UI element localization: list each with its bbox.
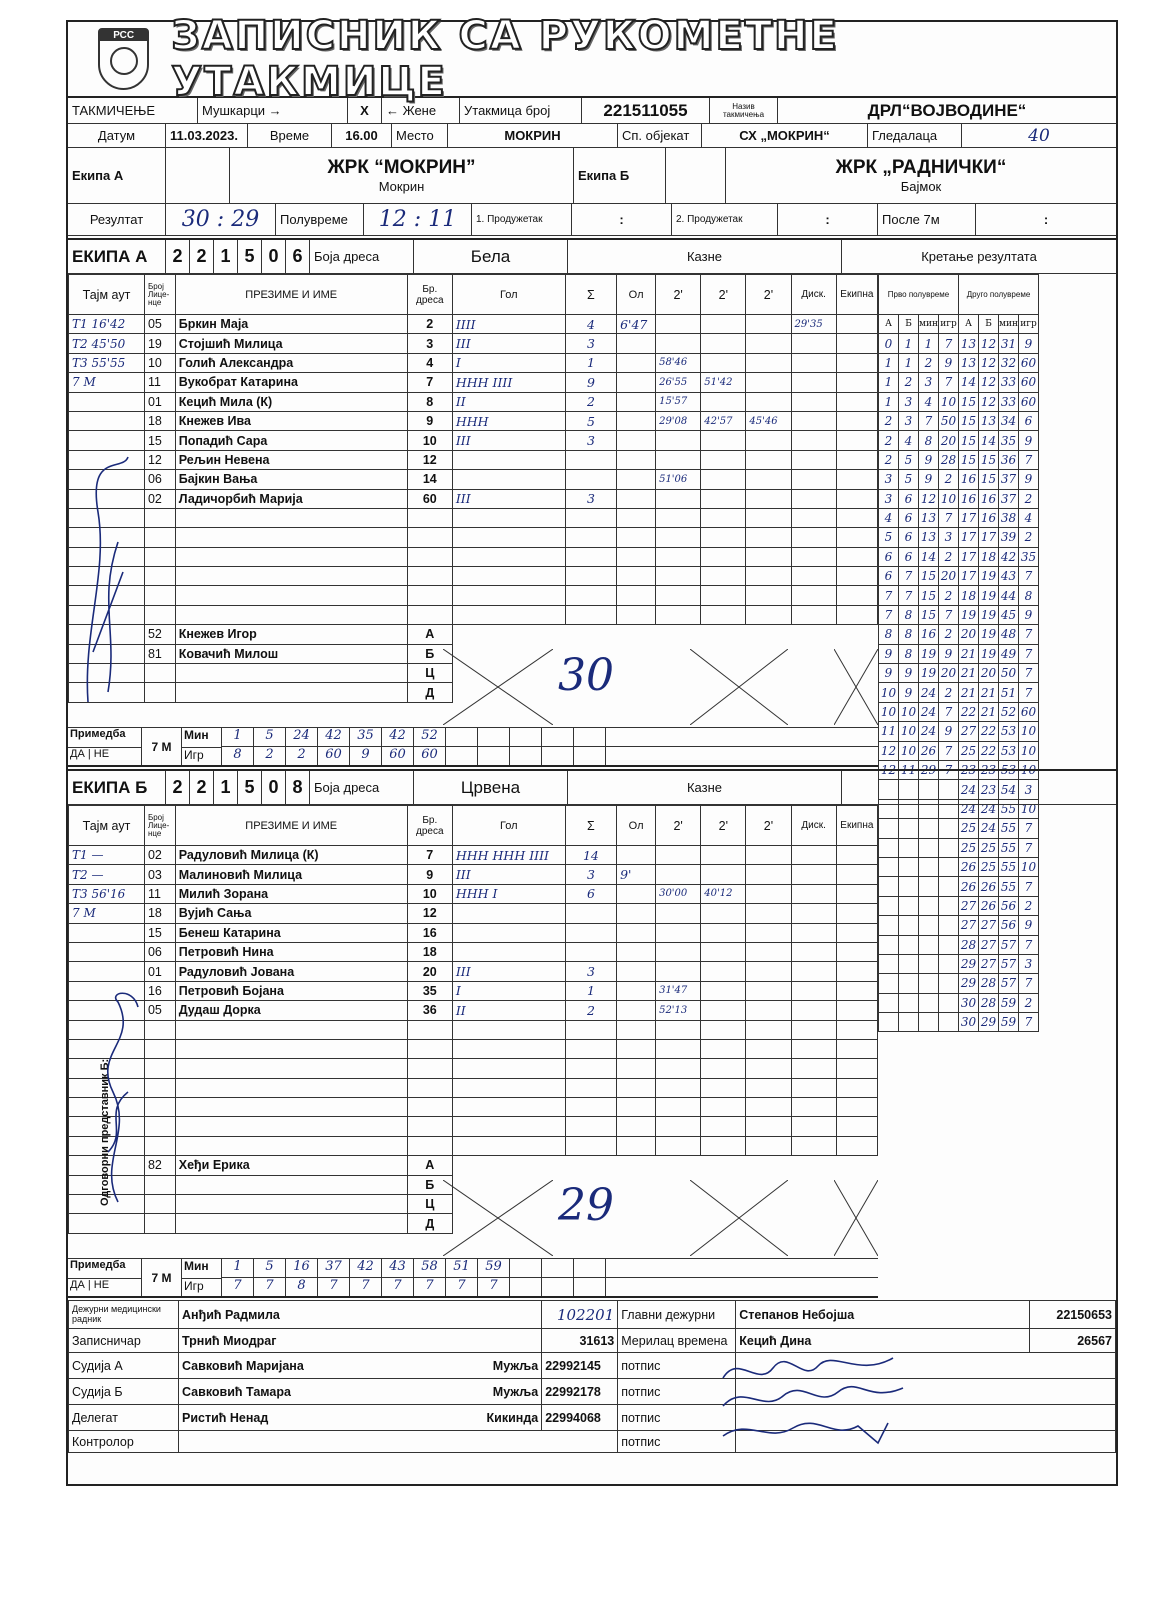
player-name: Бенеш Катарина	[175, 923, 407, 942]
flow-row: 10 9 24 2 21 21 51 7	[879, 683, 1039, 702]
team-b-jersey: Црвена	[414, 771, 568, 804]
team-b-jersey-label: Боја дреса	[310, 771, 414, 804]
player-row	[69, 528, 878, 547]
flow-row: 3 6 12 10 16 16 37 2	[879, 489, 1039, 508]
half-a: 12	[378, 207, 407, 232]
logo-text: РСС	[100, 30, 147, 41]
flow-row: 2 5 9 28 15 15 36 7	[879, 450, 1039, 469]
flow-row: 1 1 2 9 13 12 32 60	[879, 353, 1039, 372]
player-name: Ладичорбић Марија	[175, 489, 407, 508]
flow-row: А Б мин игр А Б мин игр	[879, 315, 1039, 334]
player-row: Т1 — 02 Радуловић Милица (К) 7 HHH HHH IIII 14	[69, 846, 878, 865]
player-row: 7 М 11 Вукобрат Катарина 7 HHH IIII 9 26'55 51'42	[69, 373, 878, 392]
team-b-city: Бајмок	[900, 179, 942, 194]
competition-label: ТАКМИЧЕЊЕ	[68, 98, 198, 123]
official-row: Д	[69, 683, 878, 702]
date-value: 11.03.2023.	[166, 124, 248, 147]
team-a-7m-row: Примедба ДА | НЕ 7 М Мин Игр 1 5 24 42 35 42 52 8 2 2 60 9 60 60	[68, 727, 878, 767]
score-flow-label: Кретање резултата	[921, 249, 1037, 264]
flow-row: 2 3 7 50 15 13 34 6	[879, 411, 1039, 430]
title-bar	[68, 13, 1116, 105]
result-b: 29	[231, 207, 260, 232]
women-label: ← Жене	[382, 98, 460, 123]
team-b-table: Тајм аут Број Лице- нце ПРЕЗИМЕ И ИМЕ Бр. дреса Гол Σ Ол 2' 2' 2' Диск. Екипна Т1 — 02 Радуловић Милица (К) 7 HHH HHH IIII 14 Т2 — 03 Малиновић Милица 9 III 3 9' Т3 56'16 11 Милић Зорана 10 HHH I 6 30'00 40'12 7 М 18 Вујић Сања 12 15 Бенеш Катарина 16 06 Петровић Нина 18 01 Радуловић Јована 20 III 3 16 Петровић Бојана 35 I 1 31'47 05 Дудаш Дорка 36 II 2 52'13 82 Хеђи Ерика А Б Ц Д	[68, 805, 878, 1234]
venue-label: Сп. објекат	[618, 124, 702, 147]
flow-row: 26 25 55 10	[879, 857, 1039, 876]
official-row: Д	[69, 1214, 878, 1233]
form-title: ЗАПИСНИК СА РУКОМЕТНЕ УТАКМИЦЕ	[171, 13, 839, 105]
flow-row: 12 10 26 7 25 22 53 10	[879, 741, 1039, 760]
score-flow-table: Прво полувреме Друго полувреме А Б мин игр А Б мин игр 0 1 1 7 13 12 31 9 1 1 2 9 13 12 32 60 1 2 3 7 14 12 33 60 1 3 4 10 15 12 33 60 2 3 7 50 15 13 34 6 2 4 8 20 15 14 35 9 2 5 9 28 15 15 36 7 3 5 9 2 16 15 37 9 3 6 12 10 16 16 37 2 4 6 13 7 17 16 38 4 5 6 13 3 17 17 39 2 6 6 14 2 17 18 42 35 6 7 15 20 17 19 43 7 7 7 15 2 18 19 44 8 7 8 15 7 19 19 45 9 8 8 16 2 20 19 48 7 9 8 19 9 21 19 49 7 9 9 19 20 21 20 50 7 10 9 24 2 21 21 51 7 10 10 24 7 22 21 52 60 11 10 24 9 27 22 53 10 12 10 26 7 25 22 53 10 12 11 29 7 23 23 53 10 24 23 54 3 24 24 55 10 25 24 55 7 25 25 55 7 26 25 55 10 26 26 55 7 27 26 56 2 27 27 56 9 28 27 57 7 29 27 57 3 29 28 57 7 30 28 59 2 30 29 59 7	[878, 274, 1039, 1032]
player-name: Радуловић Милица (К)	[175, 846, 407, 865]
teams-row	[68, 148, 1116, 204]
official-row: Ц	[69, 664, 878, 683]
player-name: Милић Зорана	[175, 884, 407, 903]
team-b-header: ЕКИПА Б 2 2 1 5 0 8 Боја дреса Црвена Казне	[68, 769, 1116, 805]
team-b-name: ЖРК „РАДНИЧКИ“	[835, 157, 1007, 178]
result-a: 30	[181, 207, 210, 232]
player-name: Дудаш Дорка	[175, 1001, 407, 1020]
player-row: 02 Ладичорбић Марија 60 III 3	[69, 489, 878, 508]
men-label: Мушкарци →	[198, 98, 348, 123]
flow-row: 30 29 59 7	[879, 1013, 1039, 1032]
flow-row: 24 23 54 3	[879, 780, 1039, 799]
player-name: Петровић Бојана	[175, 981, 407, 1000]
spectators-label: Гледалаца	[868, 124, 962, 147]
team-a-total: 30	[558, 650, 614, 701]
official-row: Ц	[69, 1195, 878, 1214]
player-row: 01 Радуловић Јована 20 III 3	[69, 962, 878, 981]
flow-row: 29 28 57 7	[879, 974, 1039, 993]
flow-row: 6 7 15 20 17 19 43 7	[879, 567, 1039, 586]
player-row	[69, 1039, 878, 1058]
player-row: 12 Рељин Невена 12	[69, 450, 878, 469]
officials-footer: Дежурни медицински радник Анђић Радмила 102201 Главни дежурни Степанов Небојша 22150653 Записничар Трнић Миодраг 31613 Мерилац времена Кецић Дина 26567 Судија А Савковић Маријана Мужља 22992145 потпис Судија Б Савковић Тамара Мужља 22992178 потпис Делегат Ристић Ненад Кикинда 22994068 потпис Контролор потпис	[68, 1300, 1116, 1453]
referee-signatures-icon	[718, 1348, 908, 1458]
team-a-jersey-label: Боја дреса	[310, 240, 414, 273]
after-7m-label: После 7м	[878, 204, 976, 235]
player-row	[69, 547, 878, 566]
federation-logo-icon	[98, 28, 149, 90]
official-row: 81 Ковачић Милош Б	[69, 644, 878, 663]
player-row	[69, 1020, 878, 1039]
flow-row: 30 28 59 2	[879, 993, 1039, 1012]
player-name: Вукобрат Катарина	[175, 373, 407, 392]
match-no-label: Утакмица број	[460, 98, 582, 123]
flow-row: 8 8 16 2 20 19 48 7	[879, 625, 1039, 644]
date-label: Датум	[68, 124, 166, 147]
player-name: Голић Александра	[175, 353, 407, 372]
flow-row: 7 7 15 2 18 19 44 8	[879, 586, 1039, 605]
flow-row: 27 26 56 2	[879, 896, 1039, 915]
player-name: Стојшић Милица	[175, 334, 407, 353]
flow-row: 10 10 24 7 22 21 52 60	[879, 702, 1039, 721]
flow-row: 4 6 13 7 17 16 38 4	[879, 508, 1039, 527]
flow-row: 24 24 55 10	[879, 799, 1039, 818]
player-row	[69, 1136, 878, 1155]
half-b: 11	[428, 207, 457, 232]
spectators-value: 40	[1028, 125, 1050, 146]
time-label: Време	[248, 124, 332, 147]
result-label: Резултат	[68, 204, 166, 235]
player-row	[69, 1059, 878, 1078]
player-row: 06 Бајкин Вања 14 51'06	[69, 470, 878, 489]
team-a-header: ЕКИПА А 2 2 1 5 0 6 Боја дреса Бела Казне Кретање резултата	[68, 238, 1116, 274]
team-a-rep-signature-icon	[78, 452, 138, 712]
flow-row: 9 8 19 9 21 19 49 7	[879, 644, 1039, 663]
place-label: Место	[392, 124, 448, 147]
venue-value: СХ „МОКРИН“	[702, 124, 868, 147]
player-name: Попадић Сара	[175, 431, 407, 450]
flow-row: 0 1 1 7 13 12 31 9	[879, 334, 1039, 353]
official-row: 82 Хеђи Ерика А	[69, 1156, 878, 1175]
player-name: Вујић Сања	[175, 904, 407, 923]
player-name: Радуловић Јована	[175, 962, 407, 981]
match-record-sheet	[66, 13, 1118, 1486]
player-row: 7 М 18 Вујић Сања 12	[69, 904, 878, 923]
team-a-label: Екипа А	[68, 148, 166, 203]
flow-row: 9 9 19 20 21 20 50 7	[879, 664, 1039, 683]
player-row: Т2 — 03 Малиновић Милица 9 III 3 9'	[69, 865, 878, 884]
player-row: Т2 45'50 19 Стојшић Милица 3 III 3	[69, 334, 878, 353]
player-row: 01 Кецић Мила (К) 8 II 2 15'57	[69, 392, 878, 411]
team-b-title: ЕКИПА Б	[68, 771, 166, 804]
player-row	[69, 567, 878, 586]
player-row	[69, 605, 878, 624]
team-b-label: Екипа Б	[574, 148, 666, 203]
player-row: 05 Дудаш Дорка 36 II 2 52'13	[69, 1001, 878, 1020]
player-row: 18 Кнежев Ива 9 HHH 5 29'08 42'57 45'46	[69, 411, 878, 430]
time-value: 16.00	[332, 124, 392, 147]
player-row	[69, 1098, 878, 1117]
flow-row: 25 25 55 7	[879, 838, 1039, 857]
team-a-city: Мокрин	[378, 179, 425, 194]
ot2-label: 2. Продужетак	[672, 204, 778, 235]
flow-row: 25 24 55 7	[879, 819, 1039, 838]
player-row	[69, 1117, 878, 1136]
result-row: Резултат 30 : 29 Полувреме 12 : 11 1. Продужетак : 2. Продужетак : После 7м :	[68, 204, 1116, 236]
flow-row: 27 27 56 9	[879, 916, 1039, 935]
place-value: МОКРИН	[448, 124, 618, 147]
competition-row	[68, 98, 1116, 124]
team-b-7m-row: Примедба ДА | НЕ 7 М Мин Игр 1 5 16 37 42 43 58 51 59 7 7 8 7 7 7 7 7 7	[68, 1258, 878, 1298]
team-b-rep-signature-icon	[88, 982, 148, 1212]
player-name: Малиновић Милица	[175, 865, 407, 884]
player-row	[69, 1078, 878, 1097]
team-a-penalties-label: Казне	[568, 240, 842, 273]
flow-row: 3 5 9 2 16 15 37 9	[879, 470, 1039, 489]
team-a-total-box	[443, 649, 553, 725]
comp-name-label: Назив такмичења	[710, 98, 778, 123]
team-b-total-box	[443, 1180, 553, 1256]
team-b-penalties-label: Казне	[568, 771, 842, 804]
halftime-label: Полувреме	[276, 204, 364, 235]
flow-row: 26 26 55 7	[879, 877, 1039, 896]
flow-row: 7 8 15 7 19 19 45 9	[879, 605, 1039, 624]
player-row	[69, 508, 878, 527]
team-b-rep-label: Одговорни представник Б:	[99, 1058, 111, 1206]
player-row: 15 Попадић Сара 10 III 3	[69, 431, 878, 450]
gender-mark: X	[348, 98, 382, 123]
competition-name: ДРЛ“ВОЈВОДИНЕ“	[867, 100, 1027, 120]
flow-row: 12 11 29 7 23 23 53 10	[879, 760, 1039, 779]
player-row	[69, 586, 878, 605]
flow-row: 11 10 24 9 27 22 53 10	[879, 722, 1039, 741]
player-name: Рељин Невена	[175, 450, 407, 469]
player-row: 15 Бенеш Катарина 16	[69, 923, 878, 942]
player-name: Бајкин Вања	[175, 470, 407, 489]
player-row: Т3 56'16 11 Милић Зорана 10 HHH I 6 30'00 40'12	[69, 884, 878, 903]
handball-icon	[110, 47, 138, 75]
flow-row: 5 6 13 3 17 17 39 2	[879, 528, 1039, 547]
player-name: Кецић Мила (К)	[175, 392, 407, 411]
team-a-jersey: Бела	[414, 240, 568, 273]
player-row: Т3 55'55 10 Голић Александра 4 I 1 58'46	[69, 353, 878, 372]
player-name: Кнежев Ива	[175, 411, 407, 430]
official-row: Б	[69, 1175, 878, 1194]
flow-row: 28 27 57 7	[879, 935, 1039, 954]
official-row: 52 Кнежев Игор А	[69, 625, 878, 644]
flow-row: 2 4 8 20 15 14 35 9	[879, 431, 1039, 450]
flow-row: 1 2 3 7 14 12 33 60	[879, 373, 1039, 392]
team-a-table: Тајм аут Број Лице- нце ПРЕЗИМЕ И ИМЕ Бр. дреса Гол Σ Ол 2' 2' 2' Диск. Екипна Т1 16'42 05 Бркин Маја 2 IIII 4 6'47 29'35 Т2 45'50 19 Стојшић Милица 3 III 3 Т3 55'55 10 Голић Александра 4 I 1 58'46 7 М 11 Вукобрат Катарина 7 HHH IIII 9 26'55 51'42 01 Кецић Мила (К) 8 II 2 15'57 18 Кнежев Ива 9 HHH 5 29'08 42'57 45'46 15 Попадић Сара 10 III 3 12 Рељин Невена 12 06 Бајкин Вања 14 51'06 02 Ладичорбић Марија 60 III 3 52 Кнежев Игор А 81 Ковачић Милош Б Ц Д	[68, 274, 878, 703]
player-row: 16 Петровић Бојана 35 I 1 31'47	[69, 981, 878, 1000]
player-name: Бркин Маја	[175, 315, 407, 334]
ot1-label: 1. Продужетак	[472, 204, 572, 235]
player-row: 06 Петровић Нина 18	[69, 942, 878, 961]
team-a-name: ЖРК “МОКРИН”	[327, 157, 476, 178]
flow-row: 29 27 57 3	[879, 954, 1039, 973]
date-row	[68, 124, 1116, 148]
flow-row: 1 3 4 10 15 12 33 60	[879, 392, 1039, 411]
team-b-total: 29	[558, 1180, 614, 1231]
player-row: Т1 16'42 05 Бркин Маја 2 IIII 4 6'47 29'35	[69, 315, 878, 334]
team-a-title: ЕКИПА А	[68, 240, 166, 273]
match-number: 221511055	[582, 98, 710, 123]
flow-row: 6 6 14 2 17 18 42 35	[879, 547, 1039, 566]
player-name: Петровић Нина	[175, 942, 407, 961]
